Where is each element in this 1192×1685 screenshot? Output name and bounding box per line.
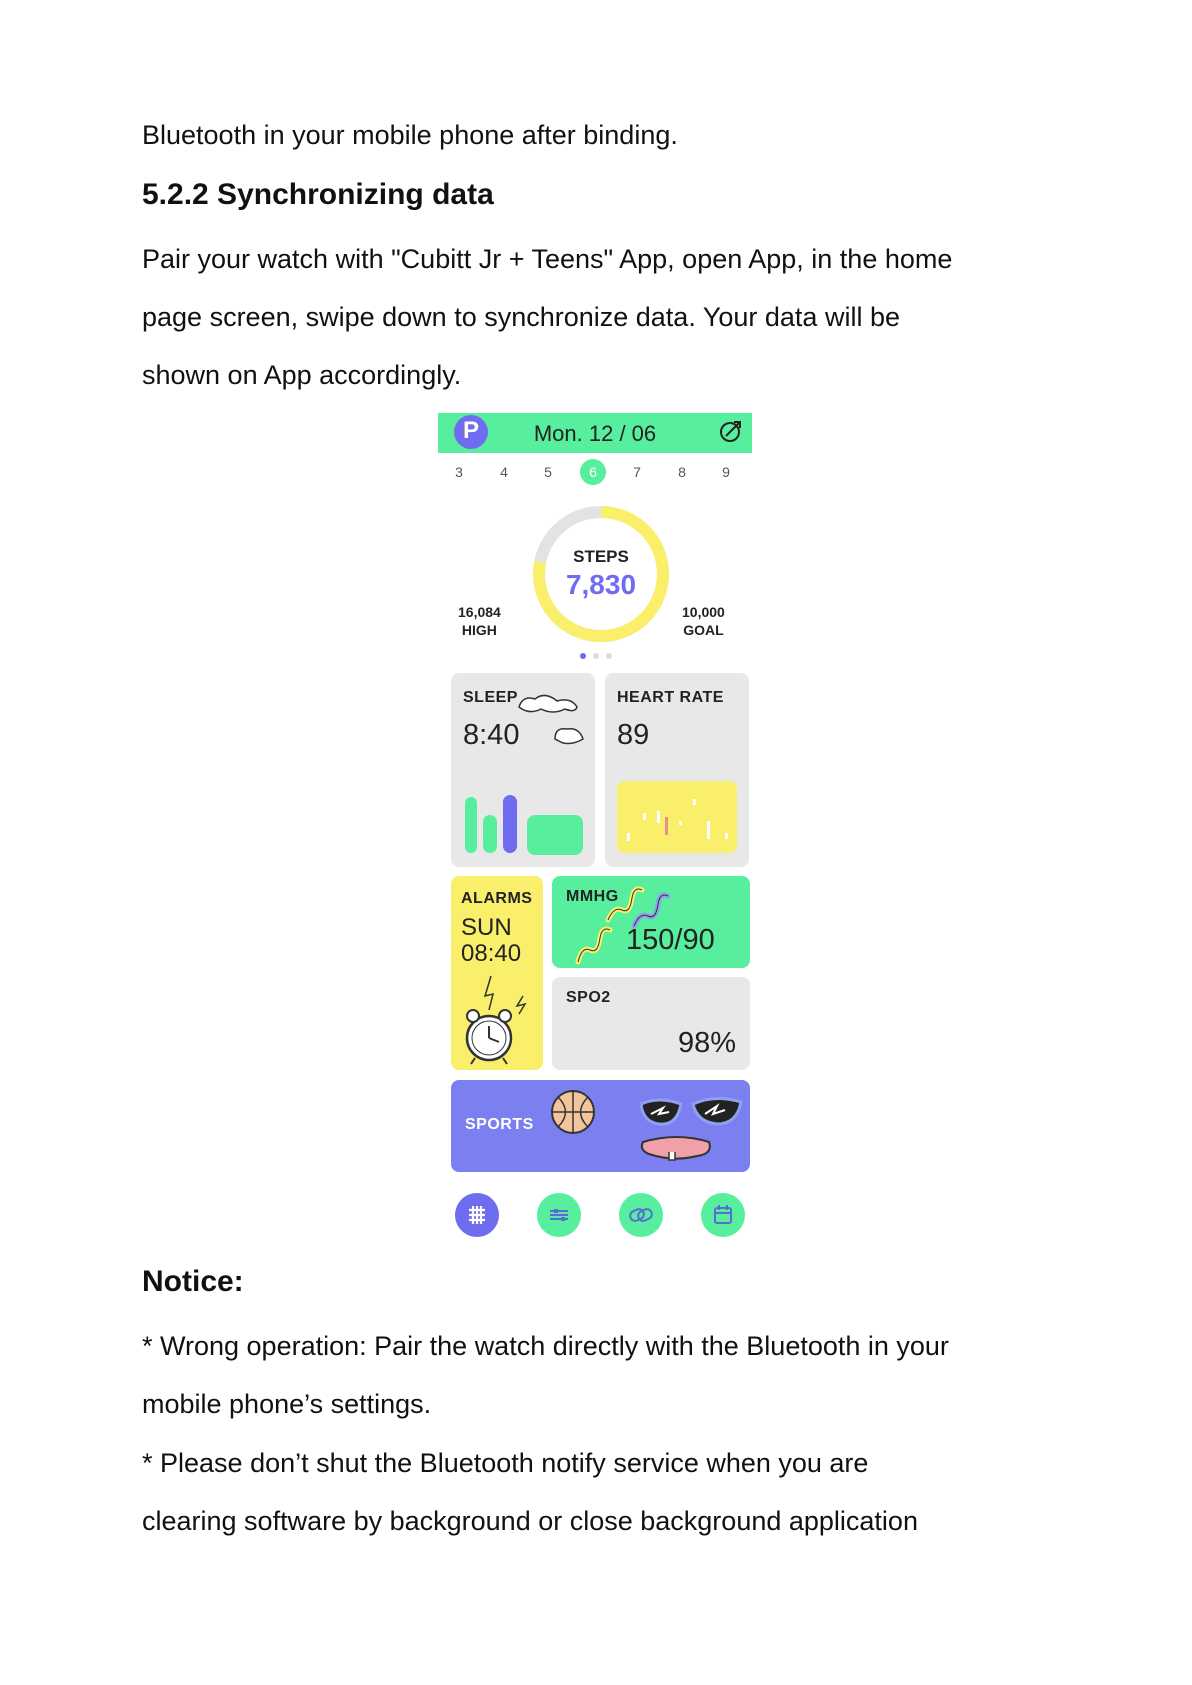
sleep-value: 8:40: [463, 719, 520, 751]
notice-line: mobile phone’s settings.: [142, 1389, 432, 1419]
steps-label: STEPS: [573, 547, 629, 566]
steps-goal: [682, 603, 725, 639]
day-item[interactable]: 7: [633, 464, 641, 480]
day-item-selected[interactable]: 6: [580, 459, 606, 485]
steps-high-label: HIGH: [461, 622, 497, 638]
grid-icon: [455, 1193, 499, 1237]
day-item[interactable]: 8: [678, 464, 686, 480]
steps-goal-label: GOAL: [683, 622, 724, 638]
page-dot: [606, 653, 612, 659]
day-selector: [446, 459, 746, 489]
app-header: [438, 413, 752, 453]
nav-home-button[interactable]: [455, 1193, 499, 1237]
day-item[interactable]: 4: [500, 464, 508, 480]
page-dot-active: [580, 653, 586, 659]
spo2-label: SPO2: [566, 989, 611, 1006]
basketball-icon: [549, 1088, 597, 1136]
app-screenshot: [438, 413, 752, 1243]
app-logo: P: [454, 415, 488, 449]
mmhg-value: 150/90: [626, 924, 715, 956]
sleep-bar: [483, 815, 497, 853]
alarm-clock-icon: [459, 974, 539, 1066]
sliders-icon: [537, 1193, 581, 1237]
notice-heading: Notice:: [142, 1265, 244, 1298]
steps-value: 7,830: [565, 569, 637, 600]
link-icon: [619, 1193, 663, 1237]
day-item[interactable]: 3: [455, 464, 463, 480]
paragraph-line: Pair your watch with "Cubitt Jr + Teens" App, open App, in the home: [142, 244, 953, 274]
steps-ring[interactable]: [530, 503, 672, 645]
squiggle-icon: [572, 876, 682, 966]
sunglasses-character-icon: [637, 1092, 745, 1168]
spo2-value: 98%: [677, 1027, 736, 1059]
sleep-bar: [503, 795, 517, 853]
spo2-card[interactable]: [552, 977, 750, 1070]
sports-label: SPORTS: [465, 1116, 534, 1133]
nav-link-button[interactable]: [619, 1193, 663, 1237]
calendar-icon: [701, 1193, 745, 1237]
paragraph-line: shown on App accordingly.: [142, 360, 462, 390]
page-indicator: [580, 653, 610, 661]
heart-rate-card[interactable]: [605, 673, 749, 867]
alarm-day: SUN: [461, 914, 512, 941]
paragraph-line: page screen, swipe down to synchronize data. Your data will be: [142, 302, 900, 332]
section-heading: 5.2.2 Synchronizing data: [142, 178, 494, 211]
alarm-time: 08:40: [461, 940, 522, 967]
nav-calendar-button[interactable]: [701, 1193, 745, 1237]
sleep-label: SLEEP: [463, 689, 518, 706]
notice-line: * Please don’t shut the Bluetooth notify service when you are: [142, 1448, 869, 1478]
steps-goal-value: 10,000: [682, 604, 725, 620]
date-display: Mon. 12 / 06: [533, 421, 657, 446]
heart-rate-chart: [617, 781, 737, 853]
intro-line: Bluetooth in your mobile phone after binding.: [142, 120, 678, 150]
steps-high-value: 16,084: [458, 604, 501, 620]
heart-rate-value: 89: [617, 719, 650, 751]
sleep-bar: [465, 797, 477, 853]
notice-line: clearing software by background or close background application: [142, 1506, 918, 1536]
day-item[interactable]: 9: [722, 464, 730, 480]
sleep-card[interactable]: [451, 673, 595, 867]
share-edit-icon[interactable]: [718, 418, 744, 444]
cloud-icon: [515, 687, 595, 747]
day-item[interactable]: 5: [544, 464, 552, 480]
alarms-label: ALARMS: [461, 890, 533, 907]
blood-pressure-card[interactable]: [552, 876, 750, 968]
sports-card[interactable]: [451, 1080, 750, 1172]
sleep-bar: [527, 815, 583, 855]
page-dot: [593, 653, 599, 659]
mmhg-label: MMHG: [566, 888, 619, 905]
nav-settings-button[interactable]: [537, 1193, 581, 1237]
steps-high: [458, 603, 501, 639]
heart-rate-label: HEART RATE: [617, 689, 724, 706]
notice-line: * Wrong operation: Pair the watch directly with the Bluetooth in your: [142, 1331, 949, 1361]
alarms-card[interactable]: [451, 876, 543, 1070]
